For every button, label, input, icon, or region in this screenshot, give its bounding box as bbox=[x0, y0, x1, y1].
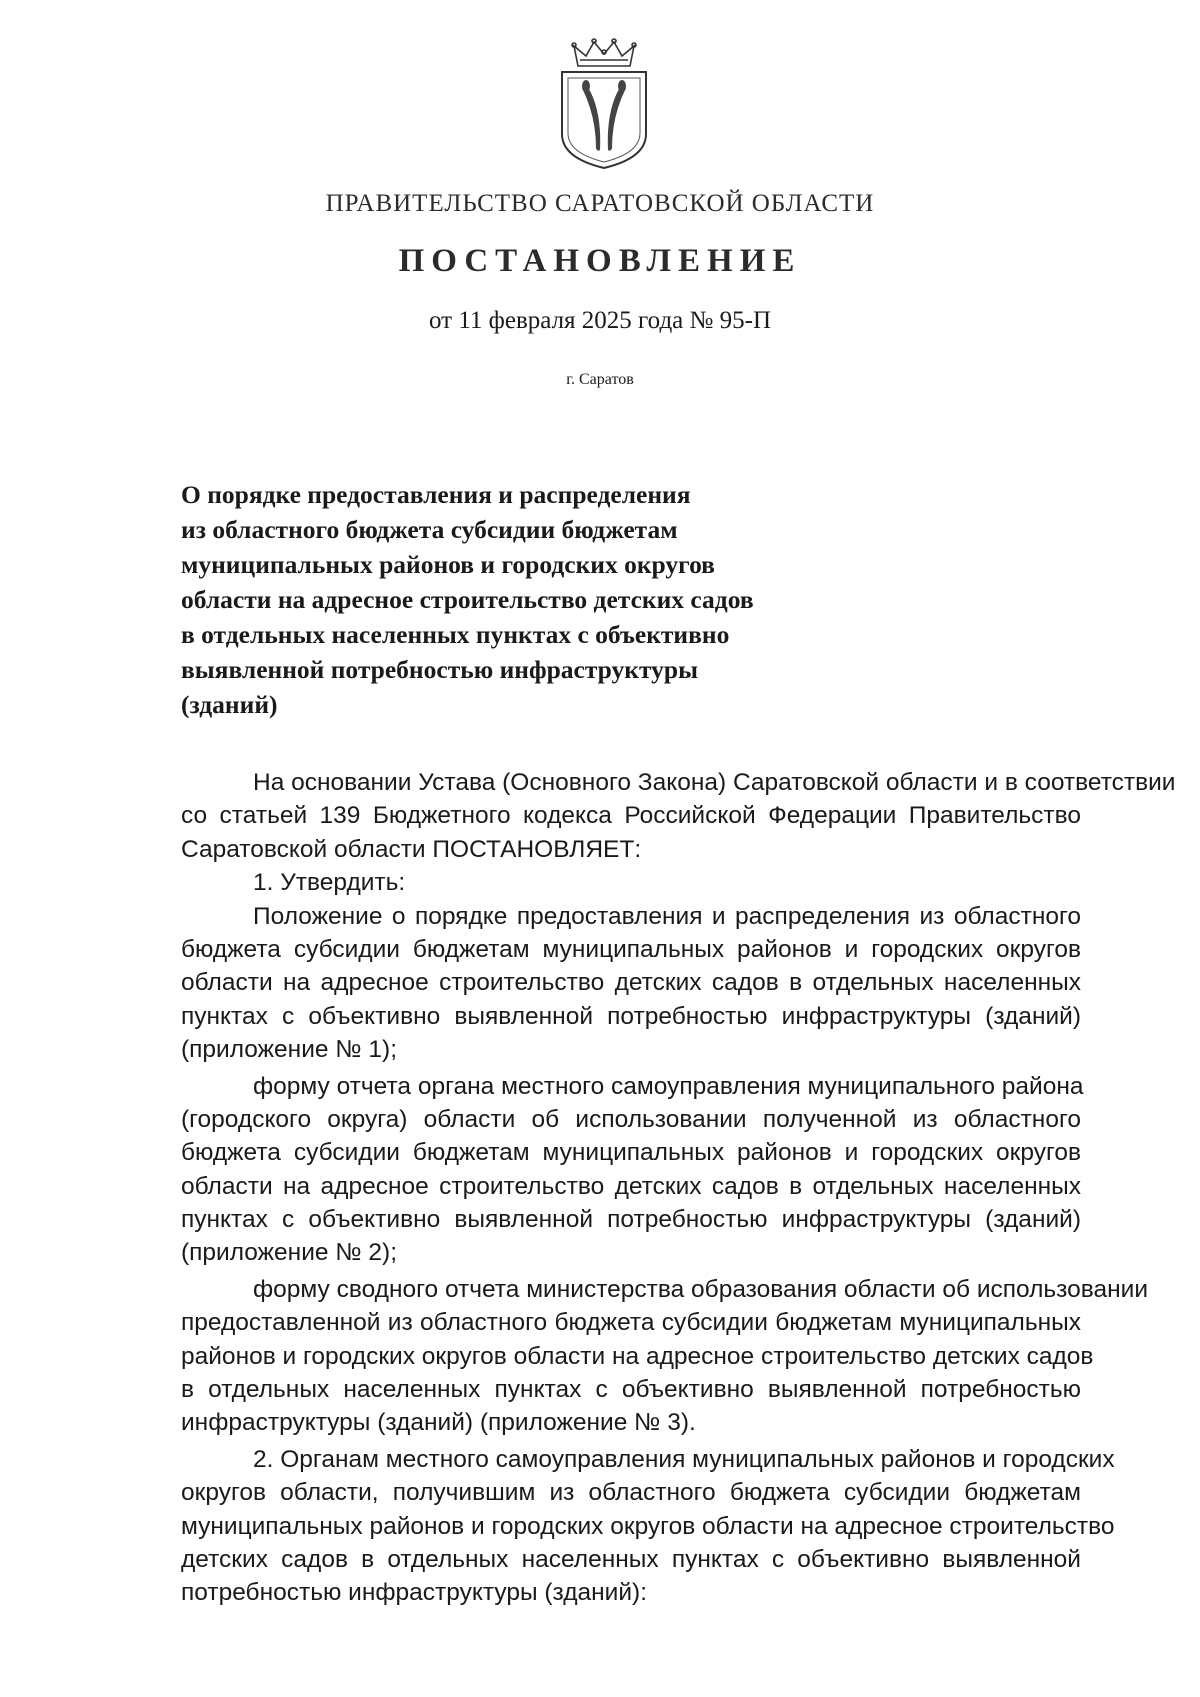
title-line: из областного бюджета субсидии бюджетам bbox=[181, 515, 678, 544]
title-line: муниципальных районов и городских округов bbox=[181, 550, 715, 579]
body-line: пунктах с объективно выявленной потребностью инфраструктуры (зданий) bbox=[181, 1206, 1081, 1234]
body-line: (городского округа) области об использовании полученной из областного bbox=[181, 1105, 1081, 1133]
body-line: районов и городских округов области на адресное строительство детских садов bbox=[181, 1342, 1094, 1370]
body-line: (приложение № 2); bbox=[181, 1239, 398, 1267]
body-line: потребностью инфраструктуры (зданий): bbox=[181, 1579, 648, 1607]
body-line: форму отчета органа местного самоуправления муниципального района bbox=[253, 1072, 1084, 1100]
body-line: форму сводного отчета министерства образования области об использовании bbox=[253, 1275, 1149, 1303]
body-line: 1. Утвердить: bbox=[253, 869, 406, 897]
body-line: предоставленной из областного бюджета субсидии бюджетам муниципальных bbox=[181, 1309, 1081, 1337]
resolution-body bbox=[181, 766, 1176, 1610]
body-line: в отдельных населенных пунктах с объективно выявленной потребностью bbox=[181, 1376, 1081, 1404]
title-line: в отдельных населенных пунктах с объективно bbox=[181, 620, 730, 649]
body-line: муниципальных районов и городских округов области на адресное строительство bbox=[181, 1512, 1115, 1540]
body-line: инфраструктуры (зданий) (приложение № 3). bbox=[181, 1409, 696, 1437]
title-line: (зданий) bbox=[181, 690, 278, 719]
body-line: бюджета субсидии бюджетам муниципальных районов и городских округов bbox=[181, 1139, 1081, 1167]
resolution-title bbox=[181, 477, 761, 722]
body-line: со статьей 139 Бюджетного кодекса Российской Федерации Правительство bbox=[181, 802, 1081, 830]
body-line: (приложение № 1); bbox=[181, 1036, 398, 1064]
body-line: области на адресное строительство детских садов в отдельных населенных bbox=[181, 969, 1081, 997]
body-line: бюджета субсидии бюджетам муниципальных районов и городских округов bbox=[181, 935, 1081, 963]
document-city: г. Саратов bbox=[566, 371, 634, 388]
body-line: Положение о порядке предоставления и распределения из областного bbox=[253, 902, 1081, 930]
title-line: О порядке предоставления и распределения bbox=[181, 480, 691, 509]
document-date-number: от 11 февраля 2025 года № 95-П bbox=[428, 307, 772, 334]
body-line: 2. Органам местного самоуправления муниципальных районов и городских bbox=[253, 1445, 1115, 1473]
body-line: области на адресное строительство детских садов в отдельных населенных bbox=[181, 1172, 1081, 1200]
title-line: выявленной потребностью инфраструктуры bbox=[181, 655, 698, 684]
body-line: детских садов в отдельных населенных пунктах с объективно выявленной bbox=[181, 1545, 1081, 1573]
title-line: области на адресное строительство детских садов bbox=[181, 585, 754, 614]
body-line: округов области, получившим из областного бюджета субсидии бюджетам bbox=[181, 1479, 1081, 1507]
document-type: ПОСТАНОВЛЕНИЕ bbox=[398, 243, 802, 279]
body-line: Саратовской области ПОСТАНОВЛЯЕТ: bbox=[181, 835, 642, 863]
body-line: пунктах с объективно выявленной потребностью инфраструктуры (зданий) bbox=[181, 1002, 1081, 1030]
government-name: ПРАВИТЕЛЬСТВО САРАТОВСКОЙ ОБЛАСТИ bbox=[325, 190, 875, 217]
coat-of-arms-icon bbox=[556, 38, 652, 170]
body-line: На основании Устава (Основного Закона) Саратовской области и в соответствии bbox=[253, 769, 1176, 796]
